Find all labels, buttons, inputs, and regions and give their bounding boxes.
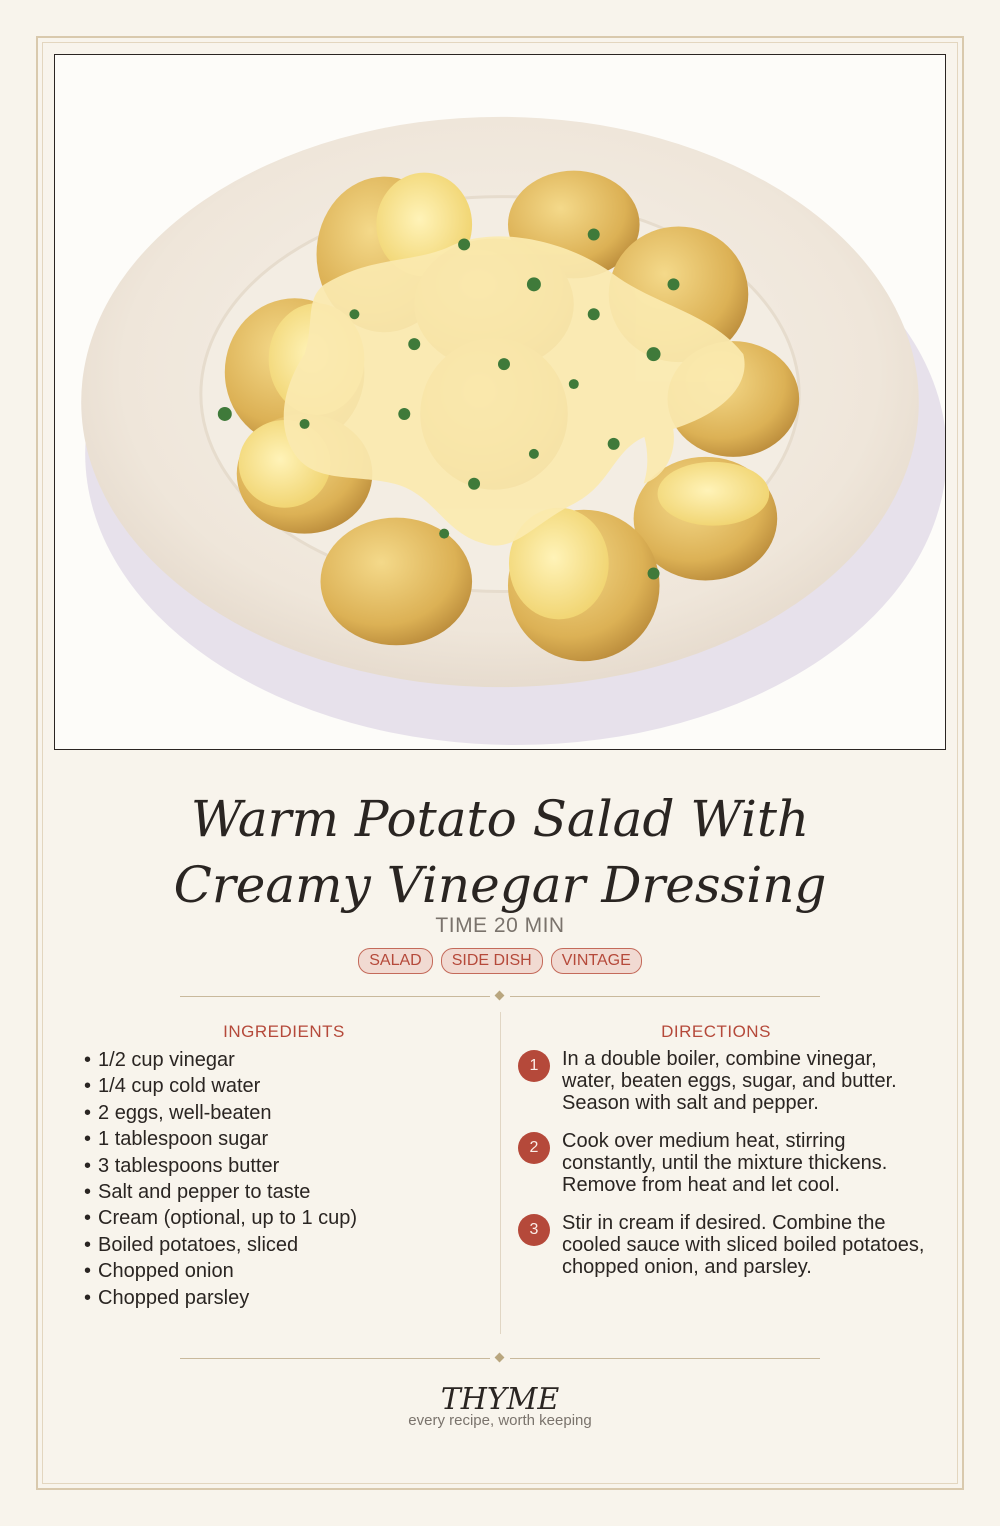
recipe-photo (54, 54, 946, 750)
diamond-ornament-icon (495, 1353, 505, 1363)
step-text: Stir in cream if desired. Combine the cooled sauce with sliced boiled potatoes, chopped onion, and parsley. (562, 1212, 925, 1278)
step-number-badge: 3 (518, 1214, 550, 1246)
step-text: Cook over medium heat, stirring constantly, until the mixture thickens. Remove from heat and let cool. (562, 1130, 888, 1196)
direction-step (516, 1048, 926, 1114)
ingredient-item: • Chopped parsley (84, 1285, 484, 1311)
ingredient-item: • Salt and pepper to taste (84, 1179, 484, 1205)
recipe-title: Warm Potato Salad With Creamy Vinegar Dressing (173, 790, 827, 914)
ingredient-item: • Chopped onion (84, 1258, 484, 1284)
diamond-ornament-icon (495, 991, 505, 1001)
column-separator (500, 1012, 501, 1334)
step-number-badge: 1 (518, 1050, 550, 1082)
cook-time: TIME 20 MIN (435, 914, 565, 937)
ingredient-item: • Boiled potatoes, sliced (84, 1232, 484, 1258)
ingredient-item: • 1 tablespoon sugar (84, 1126, 484, 1152)
tag-salad[interactable]: SALAD (358, 948, 432, 974)
direction-step (516, 1130, 926, 1196)
ingredient-item: • 2 eggs, well-beaten (84, 1100, 484, 1126)
ingredients-heading: INGREDIENTS (223, 1022, 345, 1041)
tag-side-dish[interactable]: SIDE DISH (441, 948, 543, 974)
step-number-badge: 2 (518, 1132, 550, 1164)
ingredient-item: • 1/4 cup cold water (84, 1073, 484, 1099)
direction-step (516, 1212, 926, 1278)
ingredients-list (84, 1047, 484, 1311)
ingredient-item: • Cream (optional, up to 1 cup) (84, 1205, 484, 1231)
directions-heading: DIRECTIONS (661, 1022, 771, 1041)
directions-list (516, 1048, 926, 1294)
tag-vintage[interactable]: VINTAGE (551, 948, 642, 974)
ingredient-item: • 1/2 cup vinegar (84, 1047, 484, 1073)
ingredient-item: • 3 tablespoons butter (84, 1153, 484, 1179)
tag-list (0, 948, 1000, 974)
brand-tagline: every recipe, worth keeping (408, 1412, 592, 1429)
divider-top (180, 990, 820, 1002)
step-text: In a double boiler, combine vinegar, water, beaten eggs, sugar, and butter. Season with salt and pepper. (562, 1048, 897, 1114)
brand-name: THYME (440, 1382, 560, 1417)
divider-bottom (180, 1352, 820, 1364)
